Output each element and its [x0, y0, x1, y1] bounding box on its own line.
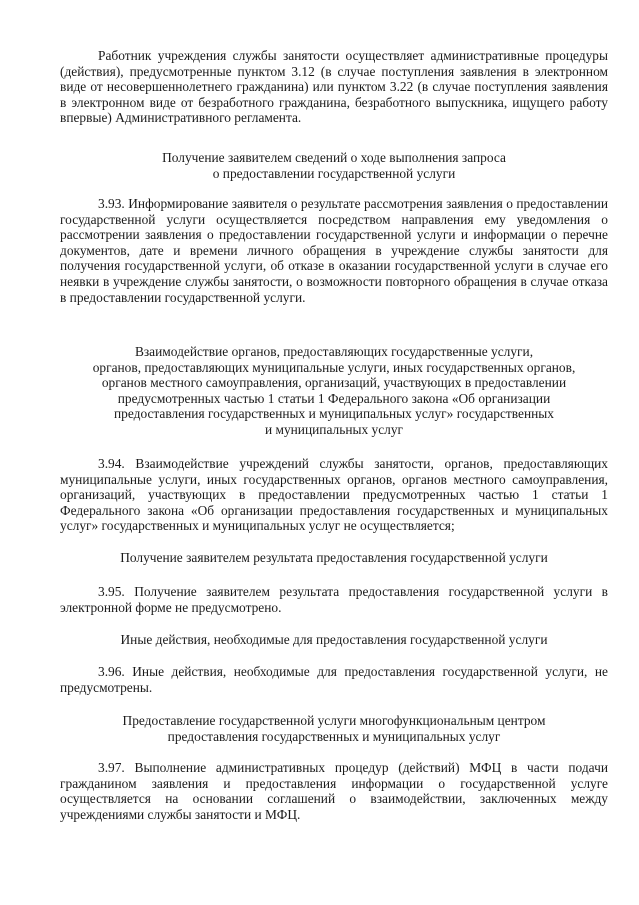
heading-line: предоставления государственных и муниципальных услуг» государственных — [114, 406, 554, 422]
heading-line: Получение заявителем сведений о ходе выполнения запроса — [162, 150, 506, 165]
heading-line: предоставления государственных и муниципальных услуг — [167, 728, 501, 744]
heading-line: Взаимодействие органов, предоставляющих государственные услуги, — [134, 344, 534, 359]
paragraph-3-97: 3.97. Выполнение административных процедур (действий) МФЦ в части подачи гражданином заявления и предоставления информации о государственной услуге осуществляется на основании соглашений о взаимодействии, заключенных между учреждениями службы занятости и МФЦ. — [60, 760, 608, 822]
paragraph-3-93: 3.93. Информирование заявителя о результате рассмотрения заявления о предоставлении государственной услуги осуществляется посредством направления ему уведомления о рассмотрении заявления о предоставлении государственной услуги и информации о перечне документов, дате и времени личного обращения в учреждение службы занятости для получения государственной услуги, об отказе в оказании государственной услуги в случае его неявки в учреждение службы занятости, о возможности повторного обращения в случае отказа в предоставлении государственной услуги. — [60, 196, 608, 305]
heading-result — [60, 550, 608, 566]
heading-line: Предоставление государственной услуги многофункциональным центром — [122, 713, 546, 728]
heading-line: органов, предоставляющих муниципальные услуги, иных государственных органов, — [92, 359, 576, 375]
heading-line: и муниципальных услуг — [264, 421, 404, 437]
heading-line: органов местного самоуправления, организаций, участвующих в предоставлении — [101, 375, 567, 391]
heading-request-progress — [60, 150, 608, 181]
heading-interaction — [60, 344, 608, 438]
heading-line: о предоставлении государственной услуги — [212, 165, 456, 181]
paragraph-3-94: 3.94. Взаимодействие учреждений службы занятости, органов, предоставляющих муниципальные услуги, иных государственных органов, органов местного самоуправления, организаций, участвующих в предоставлении предусмотренных частью 1 статьи 1 Федерального закона «Об организации предоставления государственных и муниципальных услуг» государственных и муниципальных услуг не осуществляется; — [60, 456, 608, 534]
heading-line: предусмотренных частью 1 статьи 1 Федерального закона «Об организации — [117, 390, 551, 406]
heading-line: Иные действия, необходимые для предоставления государственной услуги — [120, 632, 548, 647]
paragraph-3-95: 3.95. Получение заявителем результата предоставления государственной услуги в электронной форме не предусмотрено. — [60, 584, 608, 615]
heading-line: Получение заявителем результата предоставления государственной услуги — [120, 550, 548, 565]
heading-mfc — [60, 713, 608, 744]
heading-other-actions — [60, 632, 608, 648]
paragraph-3-96: 3.96. Иные действия, необходимые для предоставления государственной услуги, не предусмотрены. — [60, 664, 608, 695]
paragraph-intro: Работник учреждения службы занятости осуществляет административные процедуры (действия), предусмотренные пунктом 3.12 (в случае поступления заявления в электронном виде от несовершеннолетнего гражданина) или пунктом 3.22 (в случае поступления заявления в электронном виде от безработного гражданина, безработного выпускника, ищущего работу впервые) Административного регламента. — [60, 48, 608, 126]
